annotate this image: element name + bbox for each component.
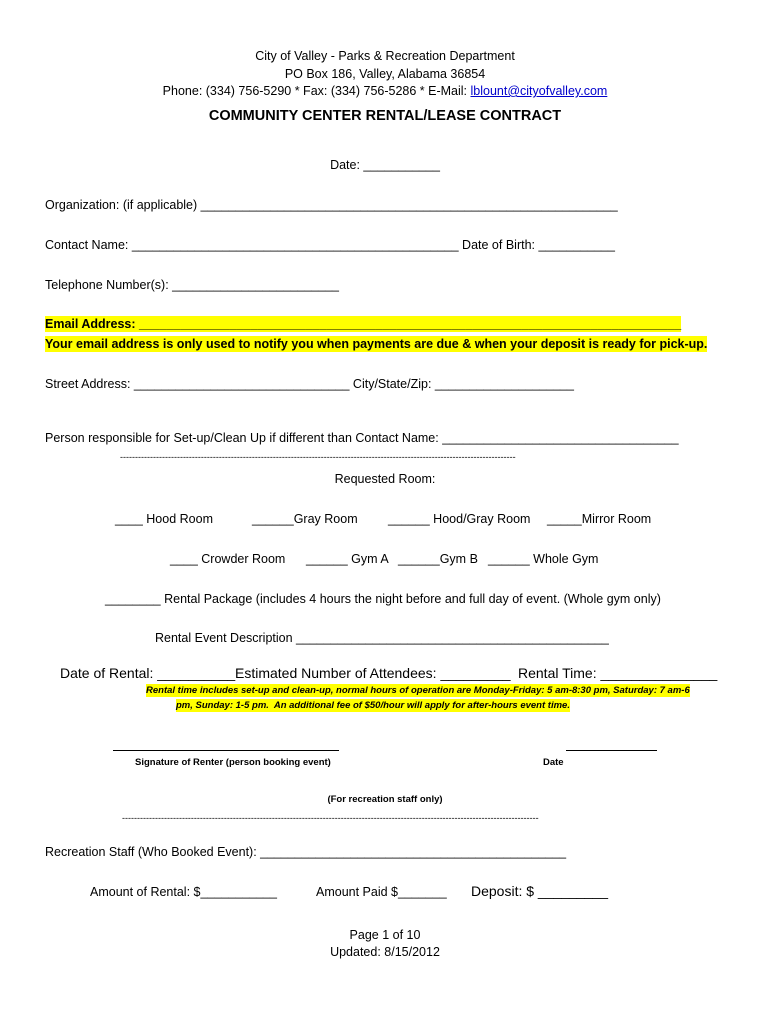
room-gym-a: ______ Gym A — [306, 552, 389, 566]
rental-package-field: ________ Rental Package (includes 4 hours the night before and full day of event. (Whole gym only) — [105, 592, 661, 606]
header-org: City of Valley - Parks & Recreation Department — [255, 49, 515, 63]
room-gray: ______Gray Room — [252, 512, 358, 526]
amount-paid-field: Amount Paid $_______ — [316, 885, 447, 899]
rental-note-line-2: pm, Sunday: 1-5 pm. An additional fee of $50/hour will apply for after-hours event time. — [176, 700, 570, 711]
amount-of-rental-field: Amount of Rental: $___________ — [90, 885, 277, 899]
header-contact-text: Phone: (334) 756-5290 * Fax: (334) 756-5286 * E-Mail: — [162, 84, 471, 98]
room-whole-gym: ______ Whole Gym — [488, 552, 599, 566]
header-contact — [0, 83, 770, 99]
date-label: Date — [543, 757, 564, 768]
signature-line — [113, 750, 339, 751]
attendees-field: Estimated Number of Attendees: _________ — [235, 665, 511, 681]
requested-room-label: Requested Room: — [334, 472, 436, 486]
date-field: Date: ___________ — [330, 158, 440, 172]
email-link[interactable]: lblount@cityofvalley.com — [470, 84, 608, 98]
recreation-staff-field: Recreation Staff (Who Booked Event): ____________________________________________ — [45, 845, 567, 859]
rental-time-field: Rental Time: _______________ — [518, 665, 718, 681]
divider-1: ------------------------------------------------------------------------------------------------------------------------------------ — [120, 452, 516, 462]
room-hood: ____ Hood Room — [115, 512, 213, 526]
person-responsible-field: Person responsible for Set-up/Clean Up if different than Contact Name: __________________________________ — [45, 431, 679, 445]
page-number: Page 1 of 10 — [349, 928, 421, 942]
divider-2: ------------------------------------------------------------------------------------------------------------------------------------------- — [122, 813, 539, 823]
contact-name-field: Contact Name: _______________________________________________ Date of Birth: ___________ — [45, 238, 615, 252]
signature-label: Signature of Renter (person booking event) — [135, 757, 331, 768]
staff-only-label: (For recreation staff only) — [327, 794, 443, 805]
room-mirror: _____Mirror Room — [547, 512, 652, 526]
updated-date: Updated: 8/15/2012 — [330, 945, 440, 959]
page-title: COMMUNITY CENTER RENTAL/LEASE CONTRACT — [208, 108, 562, 124]
email-address-field: Email Address: ______________________________________________________________________________ — [45, 317, 682, 331]
header-address: PO Box 186, Valley, Alabama 36854 — [284, 67, 486, 81]
telephone-field: Telephone Number(s): ________________________ — [45, 278, 339, 292]
room-gym-b: ______Gym B — [398, 552, 478, 566]
street-address-field: Street Address: _______________________________ City/State/Zip: ____________________ — [45, 377, 574, 391]
date-of-rental-field: Date of Rental: __________ — [60, 665, 236, 681]
date-signature-line — [566, 750, 657, 751]
deposit-field: Deposit: $ _________ — [471, 883, 608, 899]
room-crowder: ____ Crowder Room — [170, 552, 286, 566]
rental-note-line-1: Rental time includes set-up and clean-up, normal hours of operation are Monday-Friday: 5 am-8:30 pm, Saturday: 7 am-6 — [146, 685, 690, 696]
email-notice: Your email address is only used to notify you when payments are due & when your deposit is ready for pick-up. — [45, 337, 708, 351]
organization-field: Organization: (if applicable) ____________________________________________________________ — [45, 198, 618, 212]
room-hood-gray: ______ Hood/Gray Room — [388, 512, 531, 526]
event-description-field: Rental Event Description _____________________________________________ — [155, 631, 609, 645]
